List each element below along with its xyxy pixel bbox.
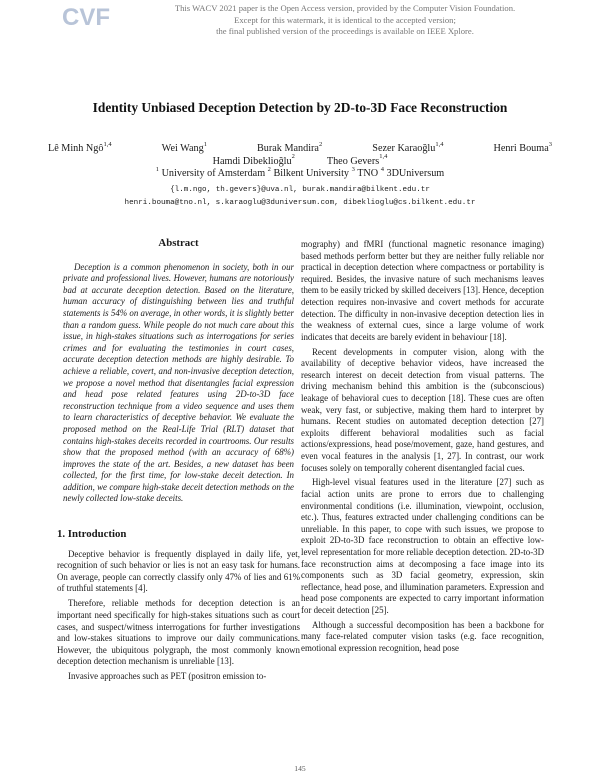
author-affiliation-mark: 1,4 <box>103 140 112 148</box>
affiliation-mark: 3 <box>351 165 355 173</box>
right-column <box>301 239 544 655</box>
affiliation: $^2$ Bilkent University <box>267 165 352 179</box>
body-paragraph: High-level visual features used in the literature [27] such as facial action units are prone to errors due to challenging environmental conditions (i.e. illumination, viewpoint, occlusion, etc.). Thus, features extracted under challenging conditions can be unreliable. In this paper, to cope with such issues, we propose to exploit 2D-to-3D face reconstruction to obtain an effective low-level representation for more reliable deception detection. 2D-to-3D face reconstruction aims at decomposing a face image into its components such as 3D facial geometry, expression, skin reflectance, head pose, and illumination parameters. Expression and head pose components are expected to carry important information for deceit detection [25]. <box>301 477 544 615</box>
author-affiliation-mark: 2 <box>291 153 295 161</box>
page-number: 145 <box>294 764 306 773</box>
email-line: henri.bouma@tno.nl, s.karaoglu@3duniversum.com, dibeklioglu@cs.bilkent.edu.tr <box>124 198 476 207</box>
affiliation-mark: 4 <box>380 165 384 173</box>
open-access-watermark <box>150 3 540 38</box>
watermark-line: Except for this watermark, it is identical to the accepted version; <box>234 14 456 25</box>
abstract-heading: Abstract <box>158 237 199 249</box>
affiliations <box>40 165 560 181</box>
body-paragraph: Invasive approaches such as PET (positron emission to- <box>68 671 267 682</box>
affiliation: $^1$ University of Amsterdam <box>155 165 268 179</box>
email-line: {l.m.ngo, th.gevers}@uva.nl, burak.mandira@bilkent.edu.tr <box>170 186 430 194</box>
paper-title: Identity Unbiased Deception Detection by 2D-to-3D Face Reconstruction <box>92 100 508 115</box>
section-heading-introduction: 1. Introduction <box>57 528 127 541</box>
author-affiliation-mark: 2 <box>318 140 323 148</box>
body-paragraph: mography) and fMRI (functional magnetic resonance imaging) based methods perform better but they are neither fully reliable nor practical in deception detection where compactness or portability is required. Besides, the invasive nature of such mechanisms leaves them to be easily tricked by skilled deceivers [13]. Hence, deception detection requires non-invasive and covert methods for accurate detection. The difficulty in non-invasive deception detection lies in the weakness of external cues, since a large volume of work indicates that deceits are barely evident in behaviour [18]. <box>301 239 544 342</box>
abstract-text: Deception is a common phenomenon in society, both in our private and professional lives. However, humans are notoriously bad at accurate deception detection. Based on the literature, human accuracy of distinguishing between lies and truthful statements is 54% on average, in other words, it is slightly better than a random guess. While people do not much care about this issue, in high-stakes situations such as interrogations for series crimes and for evaluating the testimonies in court cases, accurate deception detection methods are highly desirable. To achieve a reliable, covert, and non-invasive deception detection, we propose a novel method that disentangles facial expression and head pose related features using 2D-to-3D face reconstruction technique from a video sequence and uses them to learn characteristics of deceptive behavior. We evaluate the proposed method on the Real-Life Trial (RLT) dataset that contains high-stakes deceits recorded in courtrooms. Our results show that the proposed method (with an accuracy of 68%) improves the state of the art. Besides, a new dataset has been collected, for the first time, for low-stake deceit detection. In addition, we compare high-stake deceit detection methods on the newly collected low-stake deceits. <box>63 261 294 504</box>
author-name: Sezer Karaoğlu$^{1,4}$ <box>372 140 444 154</box>
author-name: Burak Mandira$^2$ <box>257 140 323 154</box>
affiliation-mark: 2 <box>267 165 271 173</box>
body-paragraph: Recent developments in computer vision, along with the availability of deceptive behavior videos, have increased the research interest on deceit detection from visual patterns. The driving mechanism behind this ambition is the (subconscious) leakage of behavioral cues to deception [18]. These cues are often weak, very fast, or subjective, making them hard to interpret by humans. Recent studies on automated deception detection [27] exploits different behavioral modalities such as facial actions/expressions, head pose/movement, gaze, hand gestures, and even vocal features in the analysis [1, 27]. In contrast, our work focuses solely on temporally coherent disentangled facial cues. <box>301 346 544 473</box>
author-block <box>40 140 560 181</box>
author-emails <box>0 184 600 209</box>
affiliation-mark: 1 <box>155 165 160 173</box>
watermark-line: the final published version of the proceedings is available on IEEE Xplore. <box>216 26 474 37</box>
author-affiliation-mark: 1 <box>203 140 207 148</box>
author-name: Lê Minh Ngô$^{1,4}$ <box>48 140 112 154</box>
cvf-logo-text: CVF <box>62 4 110 30</box>
author-row <box>40 153 560 169</box>
author-name: Wei Wang$^1$ <box>161 140 207 154</box>
left-column <box>57 238 300 683</box>
body-paragraph: Deceptive behavior is frequently displayed in daily life, yet, recognition of such behavior or lies is not an easy task for humans. On average, people can correctly classify only 47% of lies and 61% of truthful statements [4]. <box>57 548 300 594</box>
affiliation: $^4$ 3DUniversum <box>380 165 445 179</box>
author-name: Hamdi Dibeklioğlu$^2$ <box>212 153 295 167</box>
author-row <box>40 140 560 156</box>
body-paragraph: Although a successful decomposition has been a backbone for many face-related computer vision tasks (e.g. face recognition, emotional expression recognition, head pose <box>301 619 544 654</box>
body-paragraph: Therefore, reliable methods for deception detection is an important need specifically for high-stakes situations such as court cases, and suspect/witness interrogations for further investigations and low-stakes situations to improve our daily communications. However, the ubiquitous polygraph, the most commonly known deception detection mechanism is unreliable [13]. <box>57 598 300 667</box>
author-affiliation-mark: 1,4 <box>379 153 388 161</box>
watermark-line: This WACV 2021 paper is the Open Access version, provided by the Computer Vision Foundation. <box>174 3 516 13</box>
author-name: Henri Bouma$^3$ <box>493 140 552 154</box>
author-affiliation-mark: 3 <box>548 140 552 148</box>
author-name: Theo Gevers$^{1,4}$ <box>326 153 388 167</box>
cvf-logo <box>60 2 110 30</box>
affiliation: $^3$ TNO <box>351 165 381 179</box>
author-affiliation-mark: 1,4 <box>435 140 444 148</box>
